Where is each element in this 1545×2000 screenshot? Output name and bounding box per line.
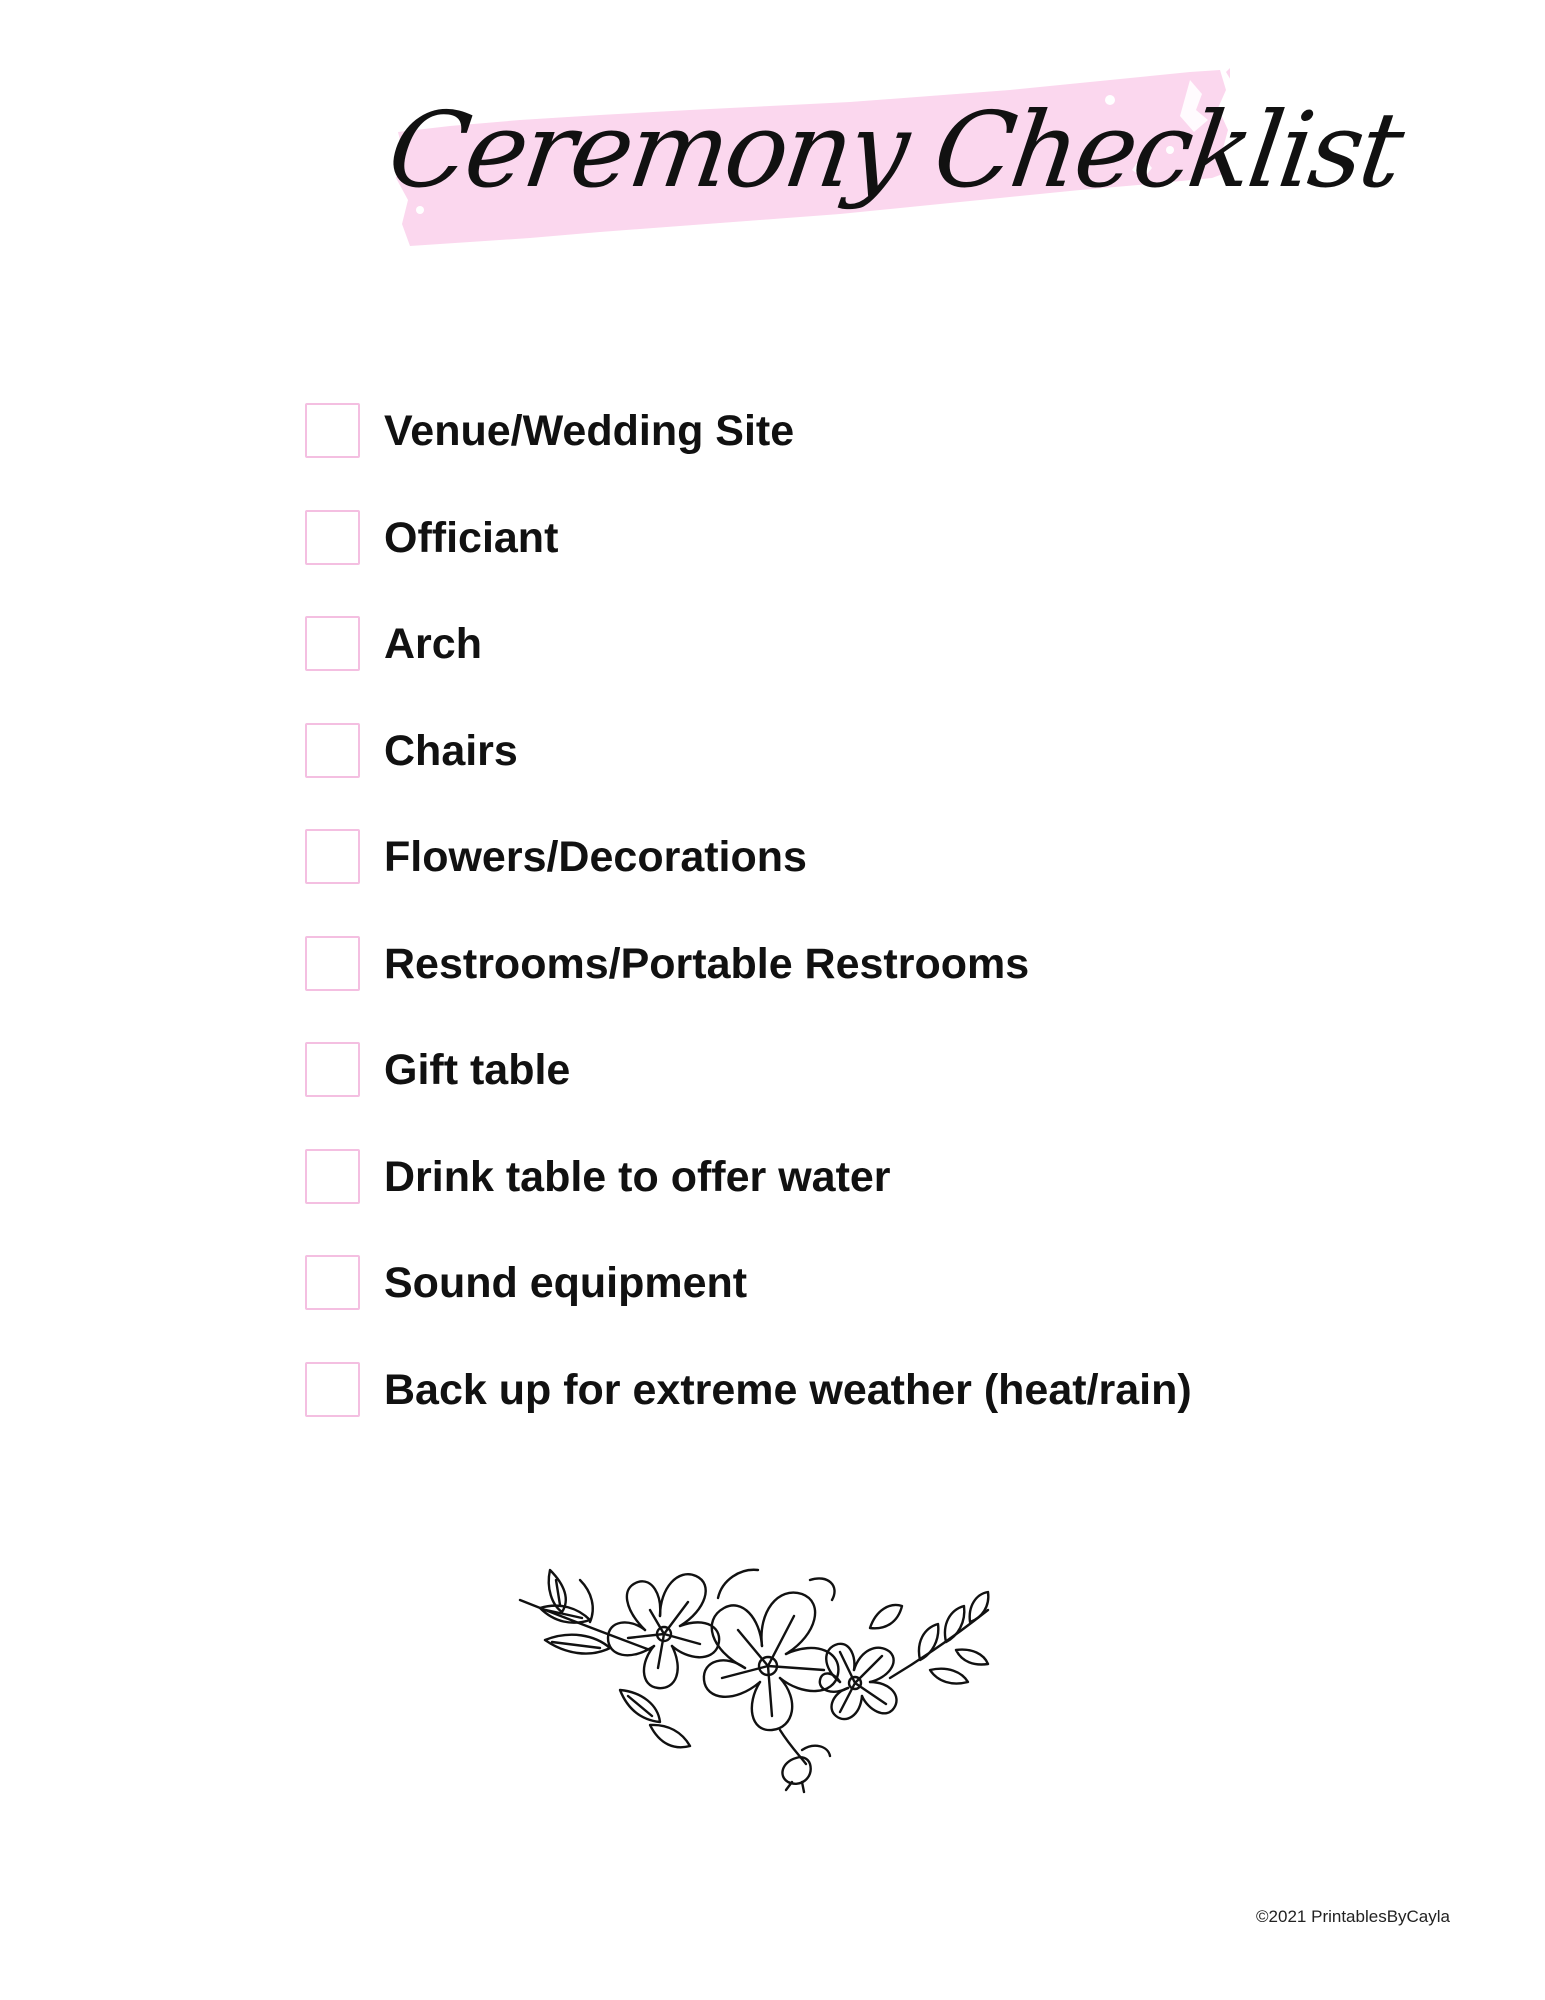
checklist-item-officiant <box>305 507 1305 614</box>
checkbox[interactable] <box>305 1042 360 1097</box>
ceremony-checklist <box>305 400 1305 1465</box>
checklist-item-arch <box>305 613 1305 720</box>
checklist-item-label: Flowers/Decorations <box>384 833 807 881</box>
floral-ornament-icon <box>510 1550 1000 1795</box>
checklist-item-gift-table <box>305 1039 1305 1146</box>
checkbox[interactable] <box>305 829 360 884</box>
checklist-item-label: Chairs <box>384 726 518 775</box>
header <box>381 60 1409 260</box>
checklist-item-flowers <box>305 826 1305 933</box>
checklist-item-label: Officiant <box>384 513 559 562</box>
checkbox[interactable] <box>305 616 360 671</box>
checklist-item-label: Arch <box>384 620 482 668</box>
checkbox[interactable] <box>305 403 360 458</box>
checklist-item-restrooms <box>305 933 1305 1040</box>
checklist-item-label: Venue/Wedding Site <box>384 407 795 455</box>
checklist-item-label: Drink table to offer water <box>384 1152 891 1201</box>
checklist-item-label: Back up for extreme weather (heat/rain) <box>384 1365 1192 1414</box>
checkbox[interactable] <box>305 1362 360 1417</box>
checklist-item-venue <box>305 400 1305 507</box>
page-title: Ceremony Checklist <box>381 89 1409 211</box>
checklist-item-label: Restrooms/Portable Restrooms <box>384 939 1030 988</box>
checklist-item-weather-backup <box>305 1359 1305 1466</box>
copyright-notice: ©2021 PrintablesByCayla <box>1256 1907 1450 1926</box>
checkbox[interactable] <box>305 1149 360 1204</box>
checkbox[interactable] <box>305 510 360 565</box>
checklist-item-label: Sound equipment <box>384 1259 748 1307</box>
checkbox[interactable] <box>305 936 360 991</box>
checklist-item-label: Gift table <box>384 1046 571 1094</box>
checklist-item-drink-table <box>305 1146 1305 1253</box>
checkbox[interactable] <box>305 1255 360 1310</box>
checkbox[interactable] <box>305 723 360 778</box>
checklist-item-sound <box>305 1252 1305 1359</box>
checklist-item-chairs <box>305 720 1305 827</box>
